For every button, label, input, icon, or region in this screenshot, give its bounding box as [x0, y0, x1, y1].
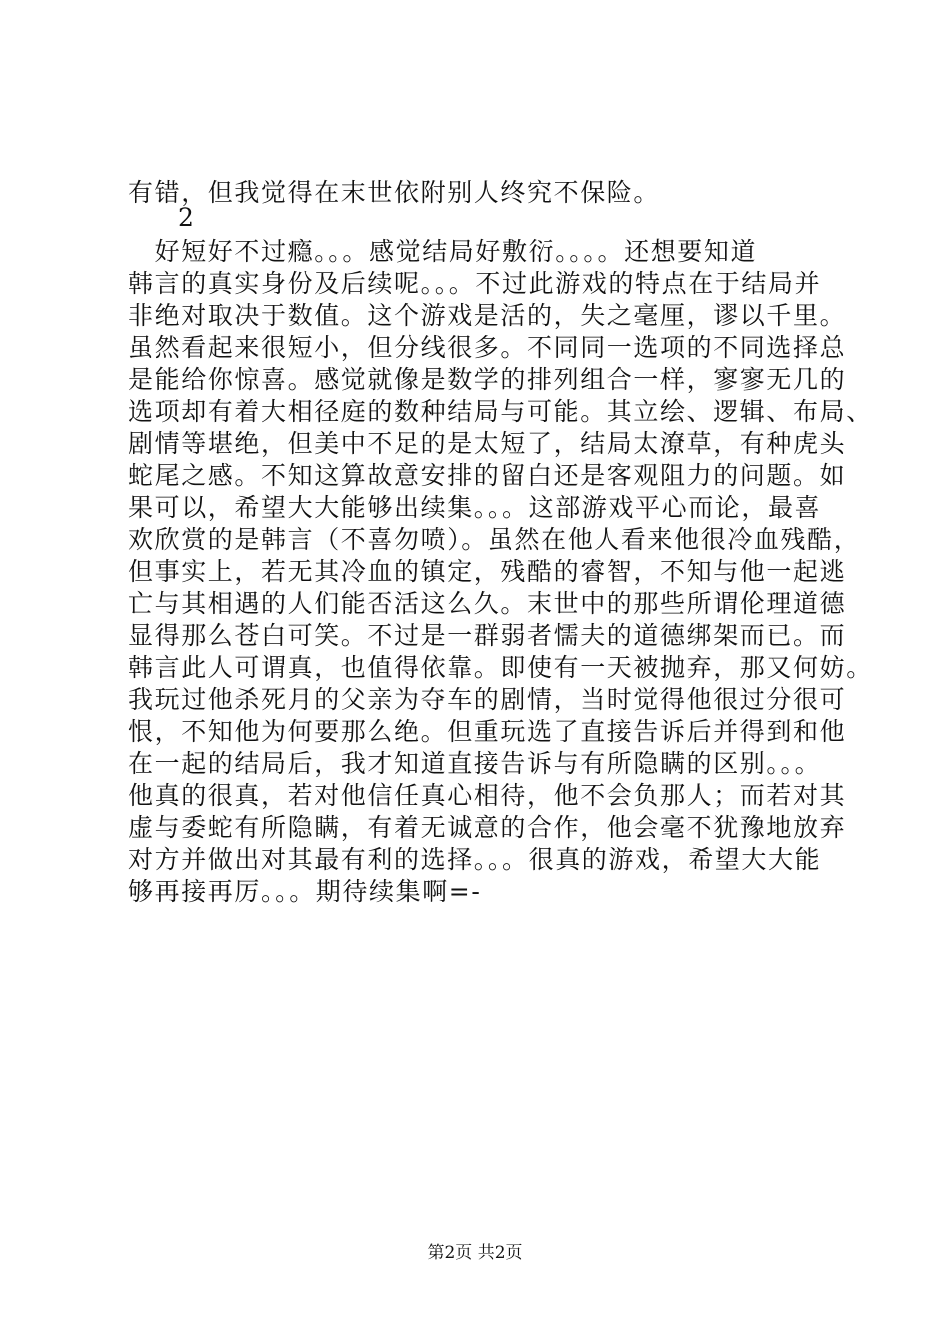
- body-line: 虽然看起来很短小，但分线很多。不同同一选项的不同选择总: [128, 333, 847, 362]
- body-line: 显得那么苍白可笑。不过是一群弱者懦夫的道德绑架而已。而: [128, 621, 847, 650]
- body-line: 好短好不过瘾。。。感觉结局好敷衍。。。。还想要知道: [128, 237, 758, 266]
- body-line: 虚与委蛇有所隐瞒，有着无诚意的合作，他会毫不犹豫地放弃: [128, 813, 847, 842]
- body-line: 果可以，希望大大能够出续集。。。这部游戏平心而论，最喜: [128, 493, 822, 522]
- body-line: 够再接再厉。。。期待续集啊=-: [128, 877, 482, 906]
- body-line: 选项却有着大相径庭的数种结局与可能。其立绘、逻辑、布局、: [128, 397, 873, 426]
- body-line: 韩言此人可谓真，也值得依靠。即使有一天被抛弃，那又何妨。: [128, 653, 873, 682]
- page-footer: 第2页 共2页: [427, 1243, 523, 1263]
- body-line: 但事实上，若无其冷血的镇定，残酷的睿智，不知与他一起逃: [128, 557, 847, 586]
- body-line: 恨，不知他为何要那么绝。但重玩选了直接告诉后并得到和他: [128, 717, 847, 746]
- body-line: 韩言的真实身份及后续呢。。。不过此游戏的特点在于结局并: [128, 269, 822, 298]
- body-line: 欢欣赏的是韩言（不喜勿喷）。虽然在他人看来他很冷血残酷，: [128, 525, 861, 554]
- body-line: 是能给你惊喜。感觉就像是数学的排列组合一样，寥寥无几的: [128, 365, 847, 394]
- lead-line: 有错，但我觉得在末世依附别人终究不保险。: [128, 178, 661, 207]
- section-number: 2: [178, 203, 194, 232]
- body-line: 我玩过他杀死月的父亲为夺车的剧情，当时觉得他很过分很可: [128, 685, 847, 714]
- body-line: 在一起的结局后，我才知道直接告诉与有所隐瞒的区别。。。: [128, 749, 822, 778]
- body-line: 蛇尾之感。不知这算故意安排的留白还是客观阻力的问题。如: [128, 461, 847, 490]
- body-line: 剧情等堪绝，但美中不足的是太短了，结局太潦草，有种虎头: [128, 429, 847, 458]
- body-line: 对方并做出对其最有利的选择。。。很真的游戏，希望大大能: [128, 845, 822, 874]
- body-line: 亡与其相遇的人们能否活这么久。末世中的那些所谓伦理道德: [128, 589, 847, 618]
- body-line: 非绝对取决于数值。这个游戏是活的，失之毫厘，谬以千里。: [128, 301, 847, 330]
- body-line: 他真的很真，若对他信任真心相待，他不会负那人；而若对其: [128, 781, 847, 810]
